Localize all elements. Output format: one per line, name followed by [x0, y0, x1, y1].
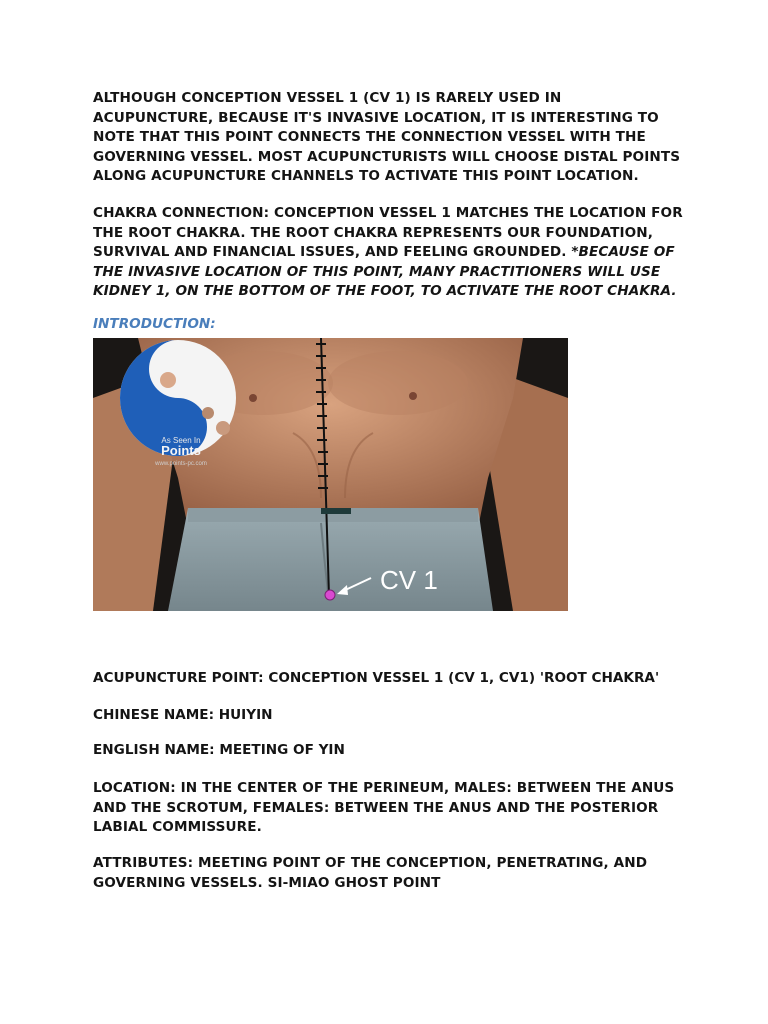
nipple-right: [409, 392, 417, 400]
nipple-left: [249, 394, 257, 402]
chakra-note: *BECAUSE OF THE INVASIVE LOCATION OF THIS POINT, MANY PRACTITIONERS WILL USE KIDNEY 1, ON THE BOTTOM OF THE FOOT, TO ACTIVATE THE ROOT CHAKRA.: [93, 244, 677, 299]
attributes-paragraph: ATTRIBUTES: MEETING POINT OF THE CONCEPTION, PENETRATING, AND GOVERNING VESSELS. SI-MIAO GHOST POINT: [93, 855, 648, 891]
acupuncture-point-line: ACUPUNCTURE POINT: CONCEPTION VESSEL 1 (CV 1, CV1) 'ROOT CHAKRA': [93, 670, 660, 686]
english-name-line: ENGLISH NAME: MEETING OF YIN: [93, 742, 345, 758]
torso-figure: [93, 338, 568, 611]
waistband-marker: [321, 508, 351, 514]
location-paragraph: LOCATION: IN THE CENTER OF THE PERINEUM, MALES: BETWEEN THE ANUS AND THE SCROTUM, FEMALES: BETWEEN THE ANUS AND THE POSTERIOR LABIAL COMMISSURE.: [93, 780, 675, 835]
watermark-url: www.points-pc.com: [155, 461, 207, 467]
chinese-name-line: CHINESE NAME: HUIYIN: [93, 707, 273, 723]
cv1-label: CV 1: [380, 565, 438, 595]
watermark-line1: As Seen In: [161, 436, 201, 445]
cv1-illustration: [93, 338, 568, 611]
introduction-heading: INTRODUCTION:: [93, 316, 216, 332]
watermark-line2: Points: [161, 443, 201, 458]
chakra-paragraph: [93, 204, 683, 302]
chakra-text: CHAKRA CONNECTION: CONCEPTION VESSEL 1 MATCHES THE LOCATION FOR THE ROOT CHAKRA. THE ROOT CHAKRA REPRESENTS OUR FOUNDATION, SURVIVAL AND FINANCIAL ISSUES, AND FEELING GROUNDED.: [93, 205, 683, 260]
intro-paragraph: ALTHOUGH CONCEPTION VESSEL 1 (CV 1) IS RARELY USED IN ACUPUNCTURE, BECAUSE IT'S INVASIVE LOCATION, IT IS INTERESTING TO NOTE THAT THIS POINT CONNECTS THE CONNECTION VESSEL WITH THE GOVERNING VESSEL. MOST ACUPUNCTURISTS WILL CHOOSE DISTAL POINTS ALONG ACUPUNCTURE CHANNELS TO ACTIVATE THIS POINT LOCATION.: [93, 90, 681, 184]
cv1-point-marker: [325, 590, 335, 600]
